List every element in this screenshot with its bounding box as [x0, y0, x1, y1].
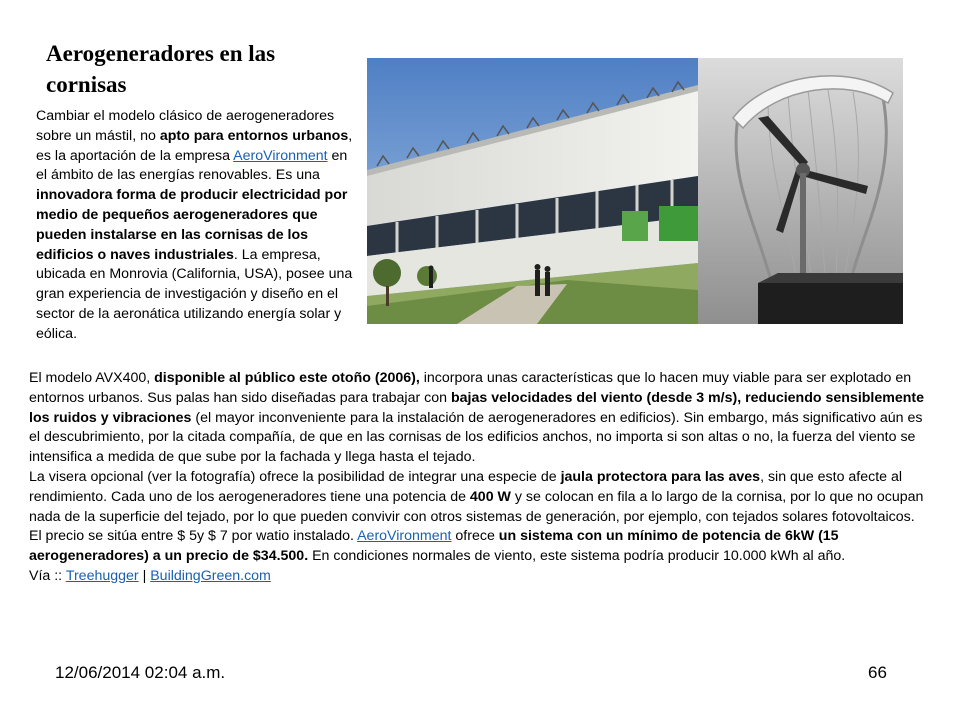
text: El precio se sitúa entre $ 5y $ 7 por watio instalado. [29, 528, 358, 545]
bold-text: apto para entornos urbanos [159, 127, 349, 144]
footer-date: 12/06/2014 02:04 a.m. [55, 663, 226, 682]
text: El modelo AVX400, [29, 370, 155, 386]
bold-text: un sistema con un mínimo de potencia de 6kW (15 aerogeneradores) a un precio de $34.500. [29, 528, 839, 565]
text: Cambiar el modelo clásico de aerogeneradores sobre un mástil, no [36, 108, 335, 144]
intro-paragraph [36, 107, 358, 345]
text: . La empresa, ubicada en Monrovia (California, USA), posee una gran experiencia de investigación y diseño en el sector de la aeronática utilizando energía solar y eólica. [36, 246, 353, 342]
text: en el ámbito de las energías renovables. Es una [36, 147, 348, 184]
bold-text: 400 W [469, 488, 511, 505]
text: ofrece [451, 528, 499, 545]
text: La visera opcional (ver la fotografía) ofrece la posibilidad de integrar una especie de [29, 468, 561, 485]
aerovironment-link[interactable]: AeroVironment [357, 528, 452, 545]
via-label: Vía :: [29, 567, 66, 584]
bold-text: jaula protectora para las aves [560, 468, 761, 485]
treehugger-link[interactable]: Treehugger [65, 567, 139, 584]
buildinggreen-link[interactable]: BuildingGreen.com [150, 567, 271, 584]
turbine-photo [698, 58, 903, 324]
text: En condiciones normales de viento, este sistema podría producir 10.000 kWh al año. [308, 548, 846, 565]
building-photo [367, 58, 698, 324]
text: incorpora unas características que lo hacen muy viable para ser explotado en entornos urbanos. Sus palas han sido diseñadas para trabajar con [29, 370, 912, 406]
text: y se colocan en fila a lo largo de la cornisa, por lo que no ocupan nada de la superficie del tejado, por lo que pueden convivir con otros sistemas de generación, por ejemplo, con tejados solares fotovoltaicos. [29, 488, 924, 525]
bold-text: disponible al público este otoño (2006), [154, 370, 420, 386]
text: , es la aportación de la empresa [36, 127, 353, 164]
bold-text: innovadora forma de producir electricidad por medio de pequeños aerogeneradores que pueden instalarse en las cornisas de los edificios o naves industriales [36, 187, 348, 263]
page-number: 66 [868, 663, 887, 682]
text: , sin que esto afecte al rendimiento. Cada uno de los aerogeneradores tiene una potencia de [29, 468, 903, 505]
link-separator: | [138, 567, 151, 584]
bold-text: bajas velocidades del viento (desde 3 m/s), reduciendo sensiblemente los ruidos y vibraciones [29, 389, 925, 426]
aerovironment-link[interactable]: AeroVironment [233, 147, 328, 164]
body-paragraph [29, 369, 935, 587]
slide-title: Aerogeneradores en las cornisas [46, 41, 276, 97]
text: (el mayor inconveniente para la instalación de aerogeneradores en edificios). Sin embargo, más significativo aún es el descubrimiento, por la citada compañía, de que en las cornisas de los edificios anchos, no importa si son altas o no, la fuerza del viento se intensifica a medida de que sube por la fachada y llega hasta el tejado. [29, 409, 923, 466]
